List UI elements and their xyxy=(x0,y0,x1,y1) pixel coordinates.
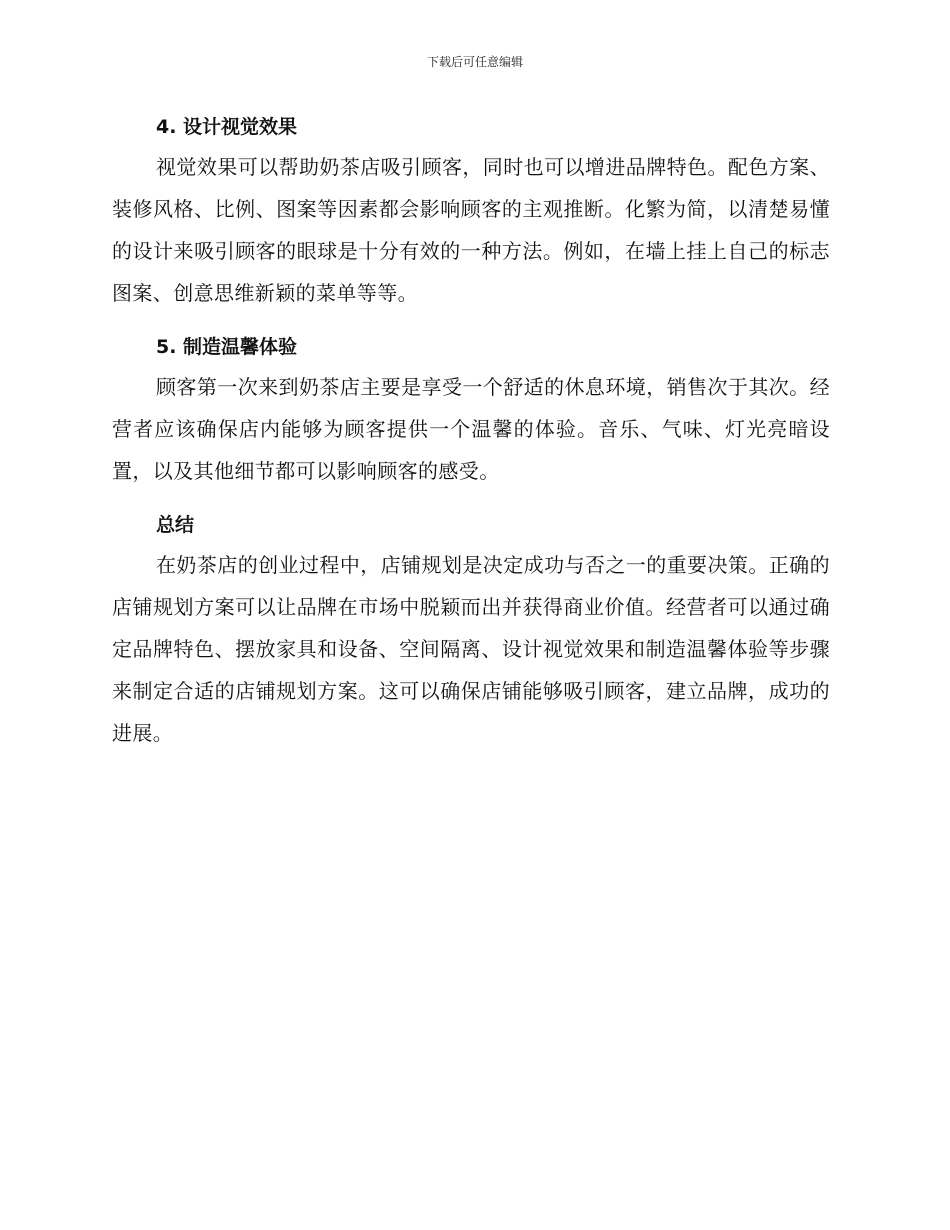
section-heading: 4. 设计视觉效果 xyxy=(156,116,298,138)
section-paragraph: 顾客第一次来到奶茶店主要是享受一个舒适的休息环境，销售次于其次。经营者应该确保店内能够为顾客提供一个温馨的体验。音乐、气味、灯光亮暗设置，以及其他细节都可以影响顾客的感受。 xyxy=(112,375,830,483)
section-paragraph: 视觉效果可以帮助奶茶店吸引顾客，同时也可以增进品牌特色。配色方案、装修风格、比例、图案等因素都会影响顾客的主观推断。化繁为简，以清楚易懂的设计来吸引顾客的眼球是十分有效的一种方法。例如，在墙上挂上自己的标志图案、创意思维新颖的菜单等等。 xyxy=(112,155,830,305)
section-heading: 总结 xyxy=(156,514,195,536)
section-summary xyxy=(112,506,830,754)
page-header: 下载后可任意编辑 xyxy=(426,55,523,69)
section-heading: 5. 制造温馨体验 xyxy=(156,336,298,358)
section-warm-experience xyxy=(112,328,830,492)
section-design-visual xyxy=(112,108,830,314)
document-body xyxy=(112,108,830,768)
section-paragraph: 在奶茶店的创业过程中，店铺规划是决定成功与否之一的重要决策。正确的店铺规划方案可以让品牌在市场中脱颖而出并获得商业价值。经营者可以通过确定品牌特色、摆放家具和设备、空间隔离、设计视觉效果和制造温馨体验等步骤来制定合适的店铺规划方案。这可以确保店铺能够吸引顾客，建立品牌，成功的进展。 xyxy=(112,553,830,745)
